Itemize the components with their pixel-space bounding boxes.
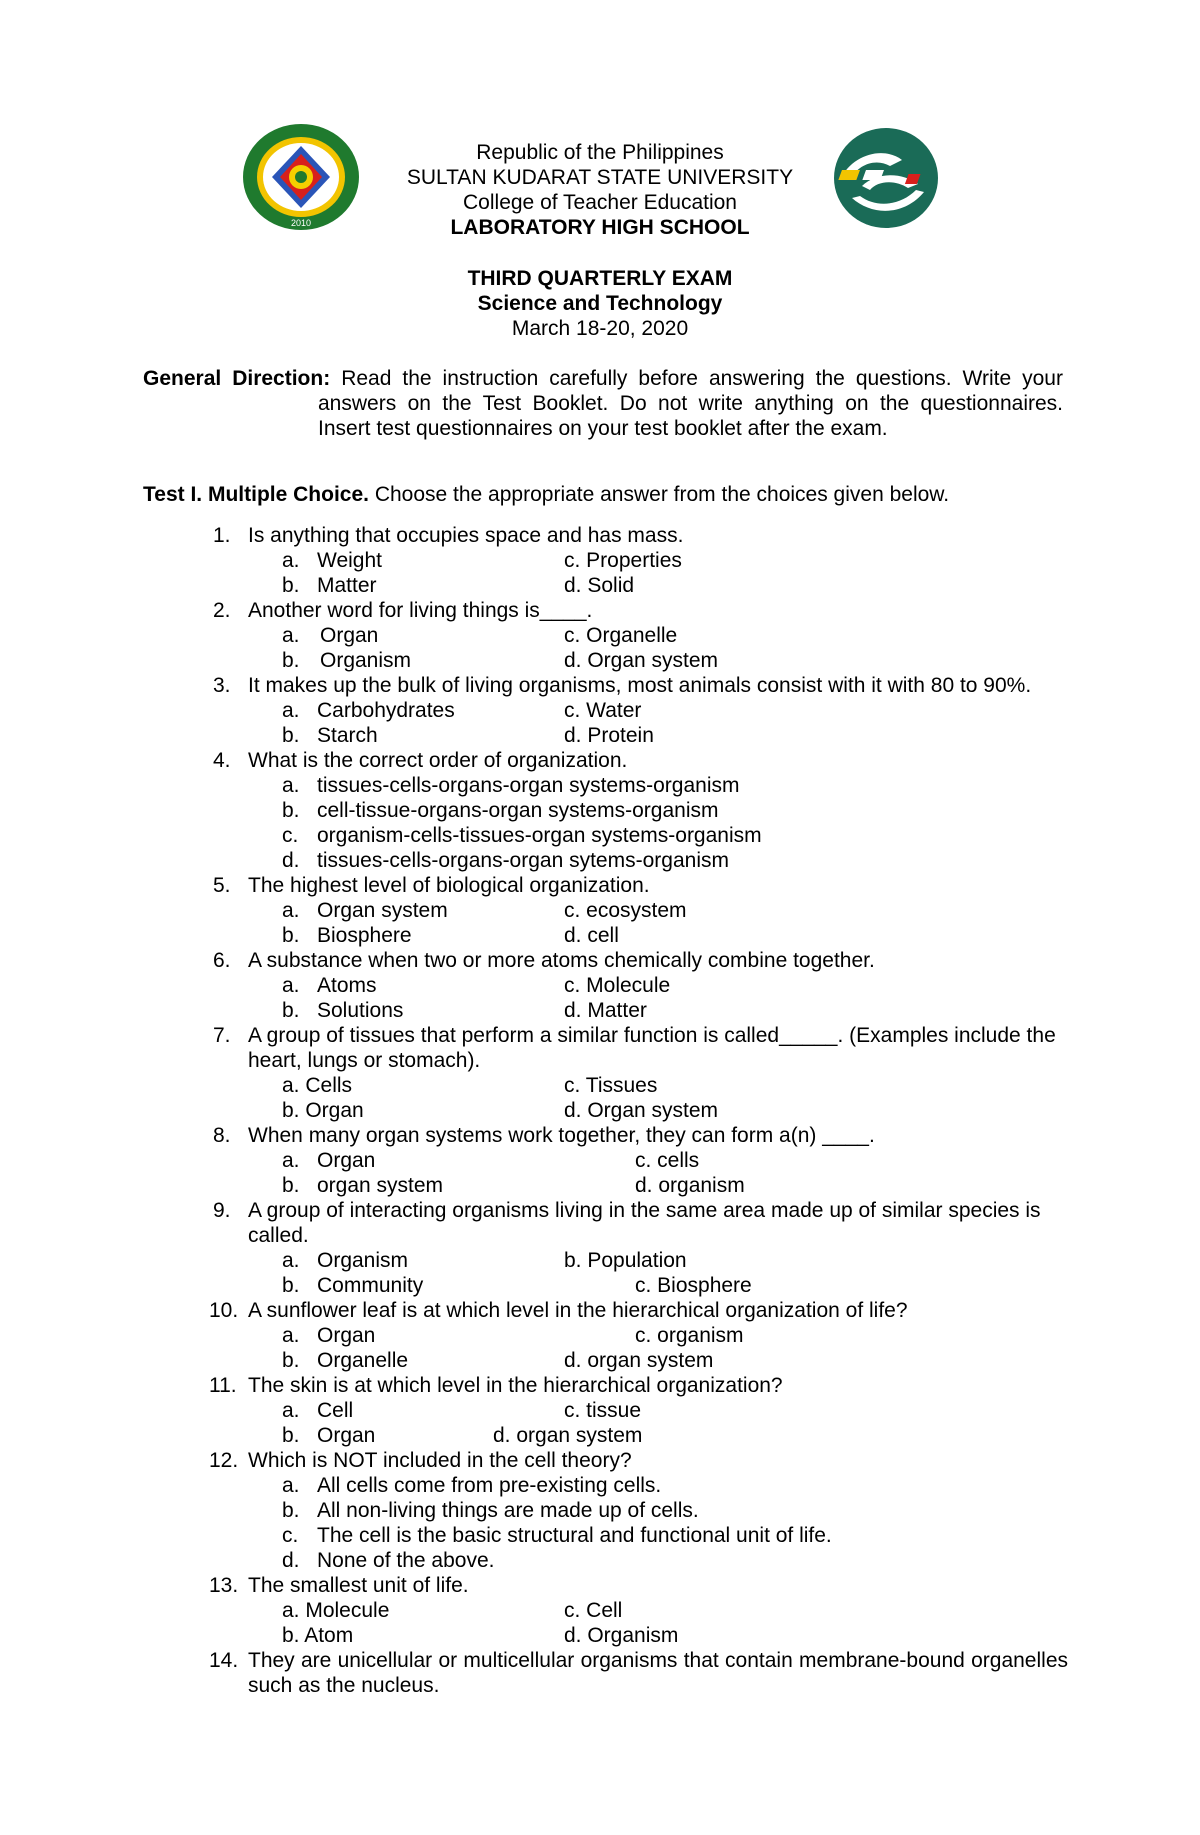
option-letter: a. [282, 699, 300, 722]
exam-title-block [0, 266, 1200, 341]
option-d: d. organ system [564, 1349, 714, 1372]
option-row [210, 848, 1070, 873]
test-label: Test I. Multiple Choice. [143, 483, 369, 506]
option-b: Organelle [317, 1349, 409, 1372]
option-row [210, 1548, 1070, 1573]
question-7 [210, 1023, 1070, 1073]
option-b: Biosphere [317, 924, 412, 947]
exam-title: THIRD QUARTERLY EXAM [467, 267, 733, 290]
option-row [210, 698, 1070, 723]
question-13 [210, 1573, 1070, 1598]
question-number: 3. [213, 674, 231, 697]
option-letter: b. [282, 999, 300, 1022]
svg-text:2010: 2010 [290, 218, 312, 228]
option-row [210, 798, 1070, 823]
question-8 [210, 1123, 1070, 1148]
question-number: 1. [213, 524, 231, 547]
test-heading [143, 482, 949, 507]
exam-date: March 18-20, 2020 [511, 317, 689, 340]
question-2 [210, 598, 1070, 623]
option-b: Organism [320, 649, 412, 672]
option-d: d. Solid [564, 574, 635, 597]
school-name: LABORATORY HIGH SCHOOL [450, 216, 750, 239]
option-a: Organ system [317, 899, 448, 922]
question-9 [210, 1198, 1070, 1248]
option-c: c. organism [635, 1324, 744, 1347]
option-row [210, 1173, 1070, 1198]
option-c: c. tissue [564, 1399, 642, 1422]
option-c: c. Tissues [564, 1074, 658, 1097]
option-letter: b. [282, 649, 300, 672]
option-letter: b. [282, 1174, 300, 1197]
option-row [210, 1348, 1070, 1373]
option-d: tissues-cells-organs-organ sytems-organism [317, 849, 729, 872]
question-text: The skin is at which level in the hierarchical organization? [248, 1374, 783, 1397]
question-text: When many organ systems work together, they can form a(n) ____. [248, 1124, 875, 1147]
question-number: 2. [213, 599, 231, 622]
option-d: d. Matter [564, 999, 647, 1022]
option-c: c. Biosphere [635, 1274, 752, 1297]
option-c: c. Cell [564, 1599, 623, 1622]
option-row [210, 1073, 1070, 1098]
option-letter: a. [282, 624, 300, 647]
option-a: Carbohydrates [317, 699, 455, 722]
option-row [210, 648, 1070, 673]
option-a: Atoms [317, 974, 377, 997]
direction-line-3: Insert test questionnaires on your test booklet after the exam. [318, 417, 888, 440]
option-d: d. organism [635, 1174, 745, 1197]
option-b: Organ [317, 1424, 376, 1447]
option-row [210, 1523, 1070, 1548]
option-row [210, 723, 1070, 748]
option-letter: a. [282, 1399, 300, 1422]
question-text: A sunflower leaf is at which level in the hierarchical organization of life? [248, 1299, 908, 1322]
option-row [210, 973, 1070, 998]
option-row [210, 923, 1070, 948]
question-text: A substance when two or more atoms chemically combine together. [248, 949, 875, 972]
option-a: Cell [317, 1399, 354, 1422]
option-letter: b. [282, 1424, 300, 1447]
direction-line-1: Read the instruction carefully before answering the questions. Write your [341, 367, 1063, 390]
college-name: College of Teacher Education [463, 191, 737, 214]
option-c: organism-cells-tissues-organ systems-organism [317, 824, 762, 847]
option-d: d. Organism [564, 1624, 679, 1647]
option-a: All cells come from pre-existing cells. [317, 1474, 662, 1497]
option-a: Weight [317, 549, 382, 572]
option-row [210, 1273, 1070, 1298]
option-row [210, 1623, 1070, 1648]
option-d: d. Organ system [564, 1099, 719, 1122]
option-letter: a. [282, 1324, 300, 1347]
option-letter: b. [282, 1349, 300, 1372]
option-row [210, 1423, 1070, 1448]
question-14 [210, 1648, 1070, 1698]
option-letter: b. [282, 799, 300, 822]
option-row [210, 1598, 1070, 1623]
option-letter: a. [282, 1149, 300, 1172]
question-number: 13. [209, 1574, 239, 1597]
option-letter: c. [282, 824, 299, 847]
question-number: 5. [213, 874, 231, 897]
option-row [210, 1148, 1070, 1173]
option-a: Organism [317, 1249, 409, 1272]
option-letter: a. [282, 1249, 300, 1272]
option-row [210, 1323, 1070, 1348]
option-b: Starch [317, 724, 378, 747]
question-text: Is anything that occupies space and has mass. [248, 524, 684, 547]
option-row [210, 1248, 1070, 1273]
option-b: Matter [317, 574, 377, 597]
direction-label: General Direction: [143, 367, 331, 390]
question-number: 4. [213, 749, 231, 772]
question-5 [210, 873, 1070, 898]
option-c: c. Properties [564, 549, 682, 572]
question-12 [210, 1448, 1070, 1473]
question-number: 8. [213, 1124, 231, 1147]
option-b: Solutions [317, 999, 404, 1022]
question-number: 9. [213, 1199, 231, 1222]
question-text: A group of interacting organisms living in the same area made up of similar species is called. [248, 1199, 1041, 1247]
test-instruction: Choose the appropriate answer from the choices given below. [374, 483, 950, 506]
option-letter: b. [282, 1499, 300, 1522]
question-number: 10. [209, 1299, 239, 1322]
option-b: b. Organ [282, 1099, 364, 1122]
option-b: Community [317, 1274, 424, 1297]
school-header [0, 140, 1200, 240]
option-letter: a. [282, 1474, 300, 1497]
option-b: b. Atom [282, 1624, 354, 1647]
option-d: d. cell [564, 924, 619, 947]
option-b: b. Population [564, 1249, 687, 1272]
option-letter: d. [282, 1549, 300, 1572]
question-text: The highest level of biological organization. [248, 874, 650, 897]
question-1 [210, 523, 1070, 548]
option-d: None of the above. [317, 1549, 495, 1572]
question-text: They are unicellular or multicellular organisms that contain membrane-bound organelles such as the nucleus. [248, 1649, 1068, 1697]
question-6 [210, 948, 1070, 973]
option-a: a. Cells [282, 1074, 353, 1097]
option-row [210, 898, 1070, 923]
option-a: Organ [317, 1324, 376, 1347]
question-11 [210, 1373, 1070, 1398]
exam-subject: Science and Technology [477, 292, 723, 315]
option-d: d. Organ system [564, 649, 719, 672]
question-number: 14. [209, 1649, 239, 1672]
question-3 [210, 673, 1070, 698]
general-direction [143, 366, 1063, 441]
option-d: d. organ system [493, 1424, 643, 1447]
option-row [210, 623, 1070, 648]
question-text: Another word for living things is____. [248, 599, 593, 622]
option-letter: a. [282, 899, 300, 922]
question-10 [210, 1298, 1070, 1323]
option-row [210, 573, 1070, 598]
option-row [210, 998, 1070, 1023]
question-text: What is the correct order of organization. [248, 749, 628, 772]
option-row [210, 823, 1070, 848]
option-letter: b. [282, 924, 300, 947]
option-c: c. ecosystem [564, 899, 687, 922]
option-c: The cell is the basic structural and functional unit of life. [317, 1524, 832, 1547]
option-d: d. Protein [564, 724, 654, 747]
option-letter: b. [282, 1274, 300, 1297]
option-a: Organ [320, 624, 379, 647]
option-row [210, 1498, 1070, 1523]
question-4 [210, 748, 1070, 773]
question-text: It makes up the bulk of living organisms, most animals consist with it with 80 to 90%. [248, 674, 1032, 697]
option-row [210, 1398, 1070, 1423]
option-b: organ system [317, 1174, 444, 1197]
option-a: a. Molecule [282, 1599, 390, 1622]
option-letter: b. [282, 724, 300, 747]
option-row [210, 1098, 1070, 1123]
option-a: tissues-cells-organs-organ systems-organism [317, 774, 740, 797]
republic-line: Republic of the Philippines [476, 141, 724, 164]
option-letter: a. [282, 774, 300, 797]
option-letter: b. [282, 574, 300, 597]
option-letter: a. [282, 549, 300, 572]
question-text: A group of tissues that perform a similar function is called_____. (Examples include the heart, lungs or stomach). [248, 1024, 1056, 1072]
option-row [210, 1473, 1070, 1498]
option-b: cell-tissue-organs-organ systems-organism [317, 799, 719, 822]
option-c: c. cells [635, 1149, 700, 1172]
option-row [210, 773, 1070, 798]
option-c: c. Molecule [564, 974, 671, 997]
question-number: 11. [209, 1374, 237, 1397]
question-text: Which is NOT included in the cell theory? [248, 1449, 632, 1472]
option-letter: d. [282, 849, 300, 872]
option-letter: a. [282, 974, 300, 997]
option-b: All non-living things are made up of cells. [317, 1499, 699, 1522]
option-row [210, 548, 1070, 573]
question-number: 6. [213, 949, 231, 972]
direction-line-2: answers on the Test Booklet. Do not write anything on the questionnaires. [318, 392, 1063, 415]
option-c: c. Water [564, 699, 642, 722]
question-list [210, 523, 1070, 1698]
option-letter: c. [282, 1524, 299, 1547]
question-text: The smallest unit of life. [248, 1574, 469, 1597]
question-number: 7. [213, 1024, 231, 1047]
question-number: 12. [209, 1449, 239, 1472]
university-name: SULTAN KUDARAT STATE UNIVERSITY [406, 166, 794, 189]
option-a: Organ [317, 1149, 376, 1172]
option-c: c. Organelle [564, 624, 678, 647]
